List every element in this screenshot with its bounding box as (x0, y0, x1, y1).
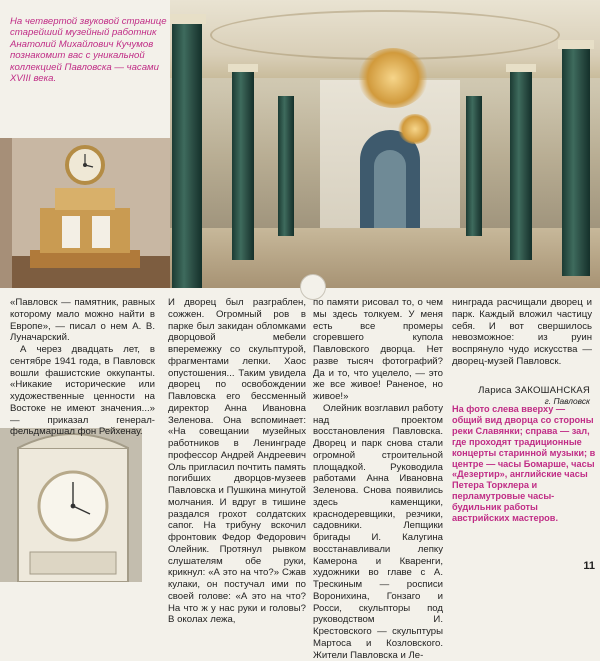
article-column-1 (10, 297, 155, 438)
marble-column (466, 96, 482, 236)
column-capital (558, 40, 594, 49)
column-capital (228, 64, 258, 72)
mantel-clock-illustration (0, 138, 170, 288)
paragraph: «Павловск — памятник, равных которому мало можно найти в Европе», — писал о нем А. В. Луначарский. (10, 297, 155, 344)
chandelier (398, 114, 432, 144)
chandelier (358, 48, 428, 108)
paragraph: А через двадцать лет, в сентябре 1941 года, в Павловск вошли фашистские оккупанты. «Никакие исторические или художественные ценности на Востоке не имеют значения...» — приказал генерал-фельдмаршал фон Рейхенау. (10, 344, 155, 438)
hall-photo (170, 0, 600, 288)
article-column-3 (313, 297, 443, 661)
marble-column (562, 46, 590, 276)
column-capital (170, 14, 206, 24)
bracket-clock-photo (0, 428, 142, 582)
article-column-2 (168, 297, 306, 626)
hall-arch-light (374, 150, 406, 230)
column-capital (506, 64, 536, 72)
paragraph: по памяти рисовал то, о чем мы здесь толкуем. У меня есть все промеры сгоревшего купола Павловского дворца. Нет разве тысяч фотографий? Да и то, что уцелело, — это же все живое! Раненое, но живое!» (313, 297, 443, 402)
paragraph: И дворец был разграблен, сожжен. Огромный ров в парке был закидан обломками дворцовой мебели вперемежку со скульптурой, фрагментами лепки. Хаос опустошения... Таким увидела дворец по освобождении Павловска его бессменный директор Анна Ивановна Зеленова. Она вспоминает: «На совещании музейных работников в Ленинграде профессор Андрей Андреевич Оль пригласил почтить память погибших дворцов-музеев Павловска и Пушкина минутой молчания. И вдруг в тишине раздался грохот солдатских сапог. На трибуну вскочил фронтовик Федор Федорович Олейник. Протянул рывком слушателям обе руки, крикнул: «А это на что?» Сжав кулаки, он постучал ими по своей голове: «А это на что? На что ж у нас руки и головы? В околах лежа, (168, 297, 306, 626)
page-number: 11 (583, 560, 595, 572)
marble-column (278, 96, 294, 236)
photo-caption: На фото слева вверху — общий вид дворца со стороны реки Славянки; справа — зал, где проходят традиционные концерты старинной музыки; в центре — часы Бомарше, часы «Дезертир», английские часы Петера Торклера и перламутровые часы-будильник работы австрийских мастеров. (452, 404, 596, 524)
paragraph: нинграда расчищали дворец и парк. Каждый вложил частицу себя. И вот свершилось невозможное: из руин воспрянуло чудо искусства — дворец-музей Павловск. (452, 297, 592, 367)
marble-column (172, 20, 202, 288)
marble-column (510, 70, 532, 260)
mantel-clock-photo (0, 138, 170, 288)
article-column-4 (452, 297, 592, 368)
intro-note: На четвертой звуковой странице старейший музейный работник Анатолий Михайлович Кучумов познакомит вас с уникальной коллекцией Павловска — часами XVIII века. (10, 16, 167, 85)
marble-column (232, 70, 254, 260)
author-name: Лариса ЗАКОШАНСКАЯ (478, 385, 590, 396)
author-city: г. Павловск (544, 396, 590, 406)
paragraph: Олейник возглавил работу над проектом восстановления Павловска. Дворец и парк снова стали огромной строительной площадкой. Руководила работами Анна Ивановна Зеленова. Снова появились здесь каменщики, краснодеревщики, резчики, садовники. Лепщики бригады И. Калугина восстанавливали лепку Камерона и Кваренги, художники во главе с А. Трескиным — росписи Воронихина, Гонзаго и Росси, скульпторы под руководством И. Крестовского — скульптуры Мартоса и Козловского. Жители Павловска и Ле- (313, 402, 443, 661)
bracket-clock-illustration (0, 428, 142, 582)
